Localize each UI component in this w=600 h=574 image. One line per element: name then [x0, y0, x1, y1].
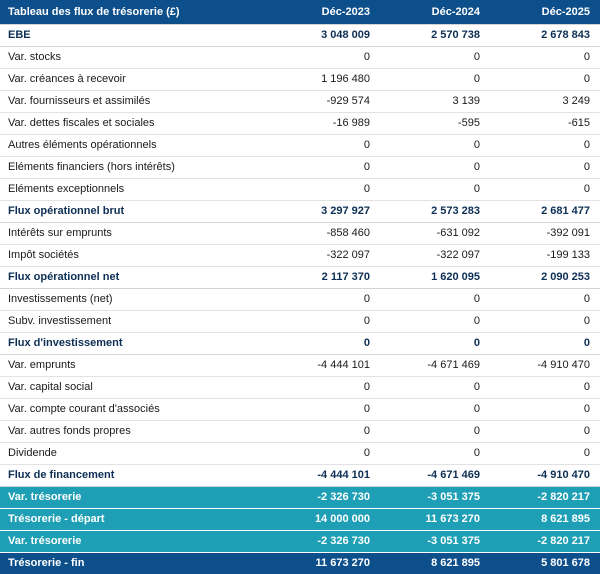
row-value: -2 326 730	[270, 487, 380, 509]
row-value: 8 621 895	[380, 553, 490, 574]
row-label: Var. trésorerie	[0, 487, 270, 509]
row-label: Var. compte courant d'associés	[0, 399, 270, 421]
table-row	[0, 509, 600, 531]
row-value: 0	[490, 399, 600, 421]
row-value: 0	[490, 443, 600, 465]
table-row	[0, 355, 600, 377]
row-value: -3 051 375	[380, 531, 490, 553]
row-value: 2 573 283	[380, 201, 490, 223]
table-row	[0, 443, 600, 465]
row-label: Trésorerie - départ	[0, 509, 270, 531]
row-value: 0	[270, 157, 380, 179]
table-row	[0, 25, 600, 47]
table-row	[0, 91, 600, 113]
row-value: -595	[380, 113, 490, 135]
table-header	[0, 0, 600, 25]
row-value: 11 673 270	[270, 553, 380, 574]
row-value: 11 673 270	[380, 509, 490, 531]
table-row	[0, 157, 600, 179]
row-value: 0	[490, 47, 600, 69]
row-value: 0	[490, 179, 600, 201]
row-label: Var. capital social	[0, 377, 270, 399]
table-row	[0, 531, 600, 553]
column-header-1: Déc-2024	[380, 0, 490, 25]
row-value: 0	[270, 311, 380, 333]
row-label: Eléments exceptionnels	[0, 179, 270, 201]
row-label: Var. fournisseurs et assimilés	[0, 91, 270, 113]
row-value: 0	[380, 135, 490, 157]
row-value: 0	[380, 399, 490, 421]
row-value: -199 133	[490, 245, 600, 267]
row-value: -322 097	[270, 245, 380, 267]
row-value: 8 621 895	[490, 509, 600, 531]
row-label: Var. dettes fiscales et sociales	[0, 113, 270, 135]
row-value: -2 820 217	[490, 531, 600, 553]
row-label: Eléments financiers (hors intérêts)	[0, 157, 270, 179]
row-label: Var. autres fonds propres	[0, 421, 270, 443]
table-body	[0, 25, 600, 574]
table-header-row	[0, 0, 600, 25]
row-value: 0	[490, 135, 600, 157]
table-row	[0, 245, 600, 267]
table-row	[0, 553, 600, 574]
table-row	[0, 465, 600, 487]
row-value: 2 570 738	[380, 25, 490, 47]
row-value: -322 097	[380, 245, 490, 267]
row-value: 0	[380, 311, 490, 333]
row-value: 0	[270, 421, 380, 443]
table-row	[0, 421, 600, 443]
row-value: 0	[490, 333, 600, 355]
row-value: -4 910 470	[490, 465, 600, 487]
row-label: Var. trésorerie	[0, 531, 270, 553]
row-value: 0	[270, 399, 380, 421]
table-row	[0, 135, 600, 157]
table-row	[0, 201, 600, 223]
row-value: 0	[380, 421, 490, 443]
row-value: 1 196 480	[270, 69, 380, 91]
row-label: Impôt sociétés	[0, 245, 270, 267]
row-value: 3 249	[490, 91, 600, 113]
row-value: 0	[490, 311, 600, 333]
table-row	[0, 267, 600, 289]
table-row	[0, 223, 600, 245]
column-header-2: Déc-2025	[490, 0, 600, 25]
row-label: Flux d'investissement	[0, 333, 270, 355]
row-label: Trésorerie - fin	[0, 553, 270, 574]
row-value: 14 000 000	[270, 509, 380, 531]
row-label: Flux de financement	[0, 465, 270, 487]
row-value: 0	[270, 289, 380, 311]
table-row	[0, 399, 600, 421]
row-value: -4 910 470	[490, 355, 600, 377]
row-value: 0	[380, 179, 490, 201]
row-value: -16 989	[270, 113, 380, 135]
row-value: -2 820 217	[490, 487, 600, 509]
row-value: -4 444 101	[270, 465, 380, 487]
row-value: 0	[270, 47, 380, 69]
row-value: 2 090 253	[490, 267, 600, 289]
column-header-0: Déc-2023	[270, 0, 380, 25]
row-value: 2 117 370	[270, 267, 380, 289]
row-value: 0	[270, 377, 380, 399]
row-value: 0	[270, 135, 380, 157]
row-label: Var. emprunts	[0, 355, 270, 377]
row-value: -3 051 375	[380, 487, 490, 509]
row-value: 0	[380, 157, 490, 179]
table-row	[0, 69, 600, 91]
row-value: -858 460	[270, 223, 380, 245]
row-label: Autres éléments opérationnels	[0, 135, 270, 157]
row-value: 5 801 678	[490, 553, 600, 574]
row-value: 2 681 477	[490, 201, 600, 223]
row-value: 0	[380, 289, 490, 311]
row-label: Flux opérationnel net	[0, 267, 270, 289]
row-value: -4 444 101	[270, 355, 380, 377]
row-label: Dividende	[0, 443, 270, 465]
row-value: 0	[490, 69, 600, 91]
row-value: 0	[380, 47, 490, 69]
table-row	[0, 311, 600, 333]
table-row	[0, 179, 600, 201]
row-label: Subv. investissement	[0, 311, 270, 333]
row-value: -392 091	[490, 223, 600, 245]
row-value: 0	[270, 179, 380, 201]
table-row	[0, 377, 600, 399]
row-value: -615	[490, 113, 600, 135]
row-value: 0	[380, 377, 490, 399]
row-value: 3 048 009	[270, 25, 380, 47]
row-value: -929 574	[270, 91, 380, 113]
header-title: Tableau des flux de trésorerie (£)	[0, 0, 270, 25]
row-value: -2 326 730	[270, 531, 380, 553]
row-label: Intérêts sur emprunts	[0, 223, 270, 245]
table-row	[0, 47, 600, 69]
row-value: -4 671 469	[380, 465, 490, 487]
table-row	[0, 289, 600, 311]
row-label: EBE	[0, 25, 270, 47]
row-value: 3 297 927	[270, 201, 380, 223]
row-value: -631 092	[380, 223, 490, 245]
row-label: Var. créances à recevoir	[0, 69, 270, 91]
table-row	[0, 333, 600, 355]
row-value: 3 139	[380, 91, 490, 113]
row-value: 0	[490, 421, 600, 443]
row-value: 2 678 843	[490, 25, 600, 47]
row-value: 0	[270, 333, 380, 355]
row-value: 0	[490, 377, 600, 399]
row-label: Flux opérationnel brut	[0, 201, 270, 223]
row-value: 1 620 095	[380, 267, 490, 289]
table-row	[0, 113, 600, 135]
row-value: 0	[490, 157, 600, 179]
row-label: Var. stocks	[0, 47, 270, 69]
row-value: 0	[380, 69, 490, 91]
row-value: 0	[380, 333, 490, 355]
row-value: 0	[490, 289, 600, 311]
row-value: 0	[270, 443, 380, 465]
row-value: -4 671 469	[380, 355, 490, 377]
row-label: Investissements (net)	[0, 289, 270, 311]
row-value: 0	[380, 443, 490, 465]
